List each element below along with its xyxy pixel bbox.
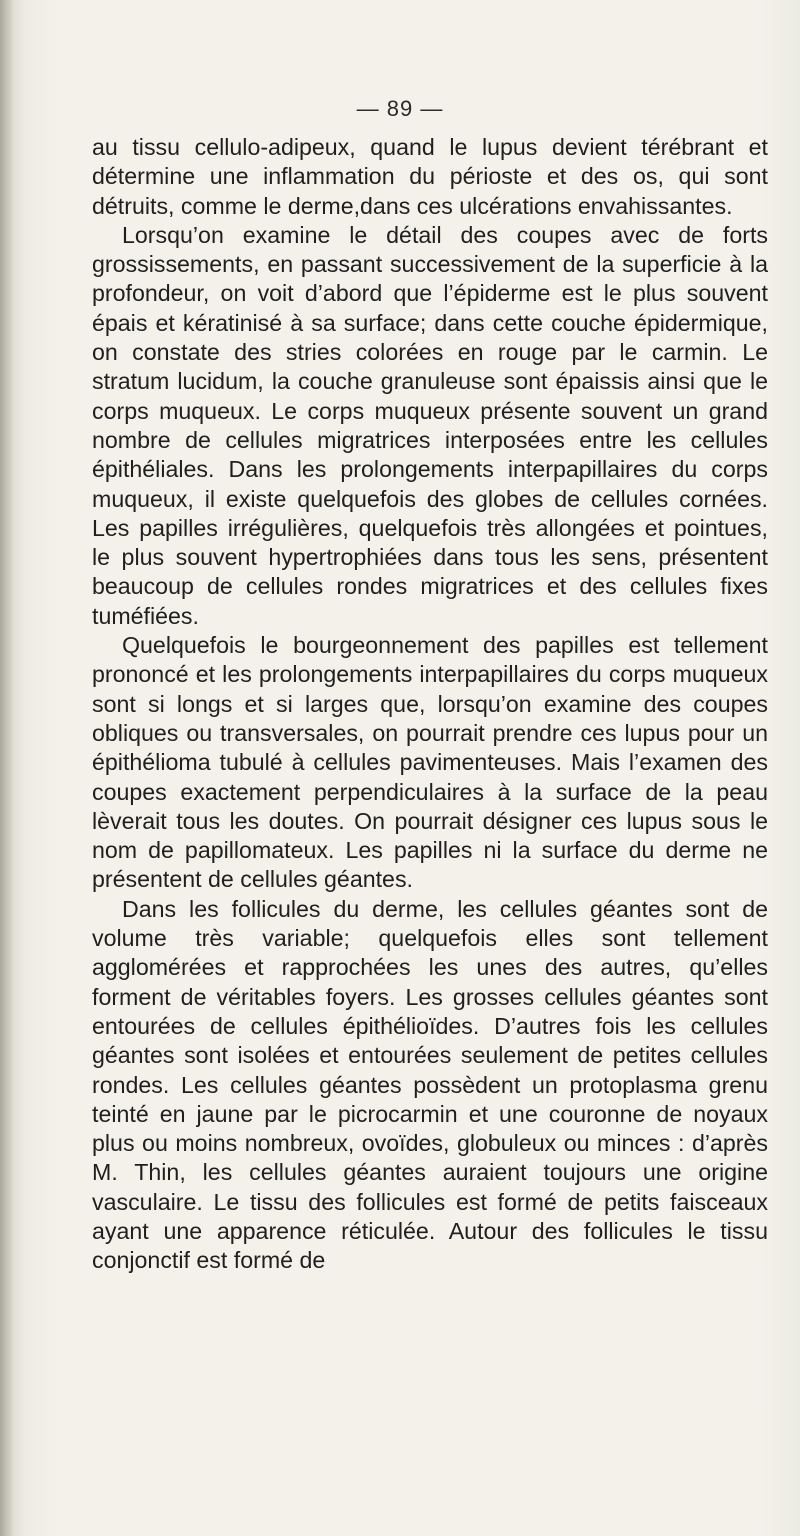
body-text [92, 133, 768, 1276]
paragraph-2: Lorsqu’on examine le détail des coupes avec de forts grossissements, en passant successivement de la superficie à la profondeur, on voit d’abord que l’épiderme est le plus souvent épais et kératinisé à sa surface; dans cette couche épidermique, on constate des stries colorées en rouge par le carmin. Le stratum lucidum, la couche granuleuse sont épaissis ainsi que le corps muqueux. Le corps muqueux présente souvent un grand nombre de cellules migratrices interposées entre les cellules épithéliales. Dans les prolongements interpapillaires du corps muqueux, il existe quelquefois des globes de cellules cornées. Les papilles irrégulières, quelquefois très allongées et pointues, le plus souvent hypertrophiées dans tous les sens, présentent beaucoup de cellules rondes migratrices et des cellules fixes tuméfiées. [92, 221, 768, 629]
page-binding-edge [0, 0, 14, 1536]
page-number: — 89 — [356, 96, 444, 121]
paragraph-3: Quelquefois le bourgeonnement des papilles est tellement prononcé et les prolongements interpapillaires du corps muqueux sont si longs et si larges que, lorsqu’on examine des coupes obliques ou transversales, on pourrait prendre ces lupus pour un épithélioma tubulé à cellules pavimenteuses. Mais l’examen des coupes exactement perpendiculaires à la surface de la peau lèverait tous les doutes. On pourrait désigner ces lupus sous le nom de papillomateux. Les papilles ni la surface du derme ne présentent de cellules géantes. [92, 632, 768, 893]
paragraph-4: Dans les follicules du derme, les cellules géantes sont de volume très variable; quelquefois elles sont tellement agglomérées et rapprochées les unes des autres, qu’elles forment de véritables foyers. Les grosses cellules géantes sont entourées de cellules épithélioïdes. D’autres fois les cellules géantes sont isolées et entourées seulement de petites cellules rondes. Les cellules géantes possèdent un protoplasma grenu teinté en jaune par le picrocarmin et une couronne de noyaux plus ou moins nombreux, ovoïdes, globuleux ou minces : d’après M. Thin, les cellules géantes auraient toujours une origine vasculaire. Le tissu des follicules est formé de petits faisceaux ayant une apparence réticulée. Autour des follicules le tissu conjonctif est formé de [92, 895, 768, 1274]
paragraph-1: au tissu cellulo-adipeux, quand le lupus devient térébrant et détermine une inflammation du périoste et des os, qui sont détruits, comme le derme,dans ces ulcérations envahissantes. [92, 134, 768, 219]
